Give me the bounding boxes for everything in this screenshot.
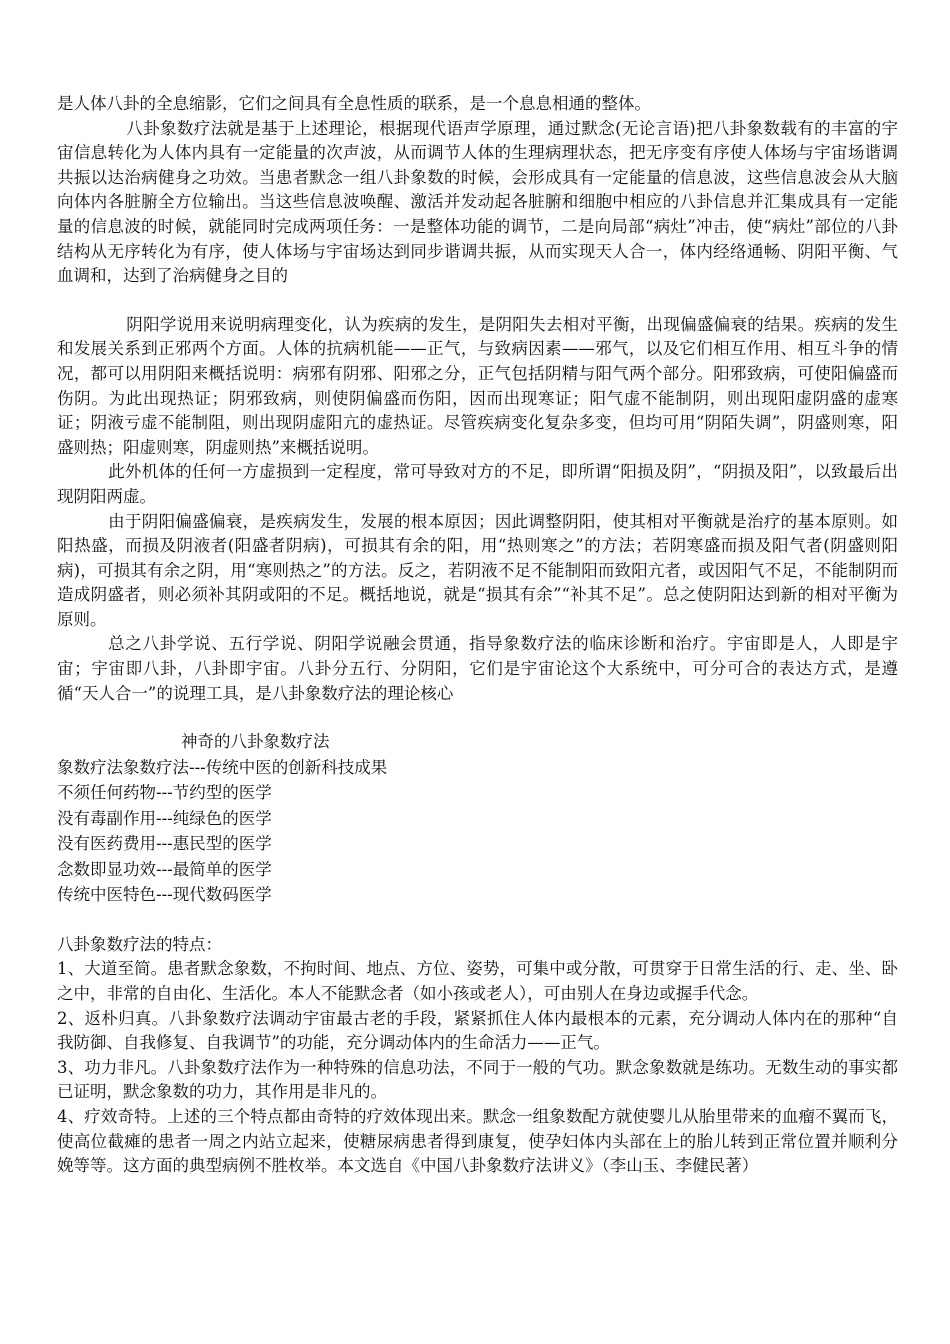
paragraph-continuation: 是人体八卦的全息缩影，它们之间具有全息性质的联系，是一个息息相通的整体。: [57, 94, 651, 113]
paragraph-bagua-principle: 八卦象数疗法就是基于上述理论，根据现代语声学原理，通过默念(无论言语)把八卦象数载有的丰富的宇宙信息转化为人体内具有一定能量的次声波，从而调节人体的生理病理状态，把无序变有序使人体场与宇宙场谐调共振以达治病健身之功效。当患者默念一组八卦象数的时候，会形成具有一定能量的信息波，这些信息波会从大脑向体内各脏腑全方位输出。当这些信息波唤醒、激活并发动起各脏腑和细胞中相应的八卦信息并汇集成具有一定能量的信息波的时候，就能同时完成两项任务：一是整体功能的调节，二是向局部“病灶”冲击，使“病灶”部位的八卦结构从无序转化为有序，使人体场与宇宙场达到同步谐调共振，从而实现天人合一，体内经络通畅、阴阳平衡、气血调和，达到了治病健身之目的: [57, 118, 898, 286]
paragraph-yinyang-pathology: 阴阳学说用来说明病理变化，认为疾病的发生，是阴阳失去相对平衡，出现偏盛偏衰的结果。疾病的发生和发展关系到正邪两个方面。人体的抗病机能——正气，与致病因素——邪气，以及它们相互作用、相互斗争的情况，都可以用阴阳来概括说明：病邪有阴邪、阳邪之分，正气包括阴精与阳气两个部分。阳邪致病，可使阳偏盛而伤阴。为此出现热证；阴邪致病，则使阴偏盛而伤阳，因而出现寒证；阳气虚不能制阴，则出现阳虚阴盛的虚寒证；阴液亏虚不能制阻，则出现阴虚阳亢的虚热证。尽管疾病变化复杂多变，但均可用“阴陌失调”，阴盛则寒，阳盛则热；阳虚则寒，阴虚则热”来概括说明。: [57, 314, 898, 457]
feature-item-4: 4、疗效奇特。上述的三个特点都由奇特的疗效体现出来。默念一组象数配方就使婴儿从胎里带来的血瘤不翼而飞，使高位截瘫的患者一周之内站立起来，使糖尿病患者得到康复，使孕妇体内头部在上的胎儿转到正常位置并顺利分娩等等。这方面的典型病例不胜枚举。本文选自《中国八卦象数疗法讲义》（李山玉、李健民著）: [57, 1107, 898, 1176]
section-title: 神奇的八卦象数疗法: [181, 732, 330, 752]
paragraph-yinyang-deficiency: 此外机体的任何一方虚损到一定程度，常可导致对方的不足，即所谓“阳损及阴”，“阴损及阳”，以致最后出现阴阳两虚。: [57, 462, 898, 506]
slogan-line: 传统中医特色---现代数码医学: [57, 885, 272, 905]
paragraph-summary: 总之八卦学说、五行学说、阴阳学说融会贯通，指导象数疗法的临床诊断和治疗。宇宙即是人，人即是宇宙；宇宙即八卦，八卦即宇宙。八卦分五行、分阴阳，它们是宇宙论这个大系统中，可分可合的表达方式，是遵循“天人合一”的说理工具，是八卦象数疗法的理论核心: [57, 634, 898, 703]
slogan-line: 念数即显功效---最简单的医学: [57, 859, 272, 879]
feature-item-2: 2、返朴归真。八卦象数疗法调动宇宙最古老的手段，紧紧抓住人体内最根本的元素，充分调动人体内在的那种“自我防御、自我修复、自我调节”的功能，充分调动体内的生命活力——正气。: [57, 1008, 898, 1053]
paragraph-yinyang-treatment: 由于阴阳偏盛偏衰，是疾病发生，发展的根本原因；因此调整阴阳，使其相对平衡就是治疗的基本原则。如阳热盛，而损及阴液者(阳盛者阴病)，可损其有余的阳，用“热则寒之”的方法；若阴寒盛而损及阳气者(阴盛则阳病)，可损其有余之阴，用“寒则热之”的方法。反之，若阴液不足不能制阳而致阳亢者，或因阳气不足，不能制阴而造成阴盛者，则必须补其阴或阳的不足。概括地说，就是“损其有余”“补其不足”。总之使阴阳达到新的相对平衡为原则。: [57, 511, 898, 629]
features-heading: 八卦象数疗法的特点：: [57, 934, 222, 954]
slogan-line: 没有毒副作用---纯绿色的医学: [57, 808, 272, 828]
feature-item-1: 1、大道至简。患者默念象数，不拘时间、地点、方位、姿势，可集中或分散，可贯穿于日常生活的行、走、坐、卧之中，非常的自由化、生活化。本人不能默念者（如小孩或老人），可由别人在身边或握手代念。: [57, 959, 898, 1004]
feature-item-3: 3、功力非凡。八卦象数疗法作为一种特殊的信息功法，不同于一般的气功。默念象数就是练功。无数生动的事实都已证明，默念象数的功力，其作用是非凡的。: [57, 1057, 898, 1102]
slogan-line: 没有医药费用---惠民型的医学: [57, 834, 272, 854]
slogan-line: 象数疗法象数疗法---传统中医的创新科技成果: [57, 757, 388, 777]
slogan-line: 不须任何药物---节约型的医学: [57, 783, 272, 803]
